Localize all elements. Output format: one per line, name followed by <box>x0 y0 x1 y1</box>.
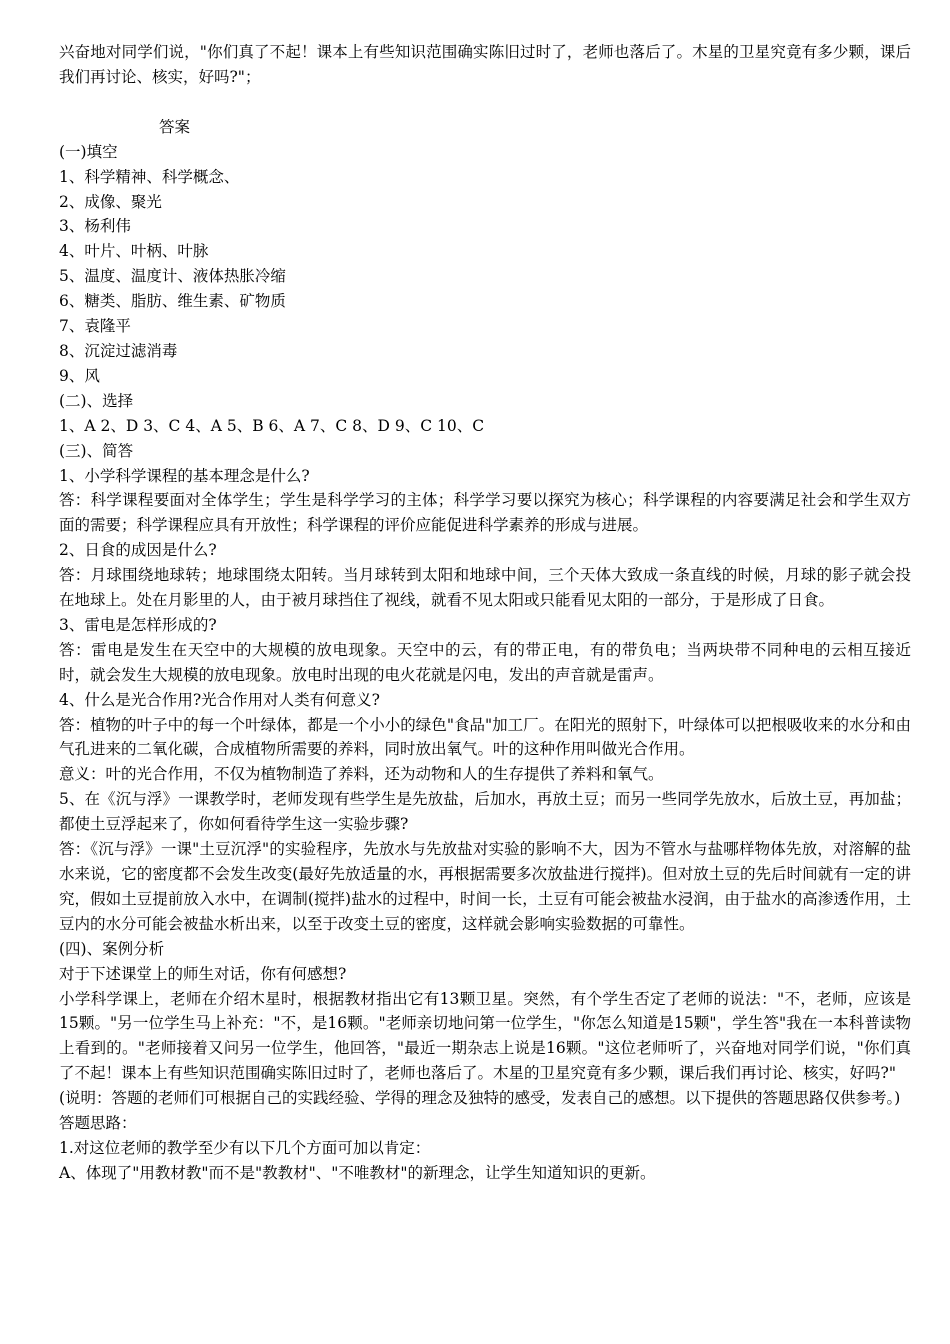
choice-answers: 1、A 2、D 3、C 4、A 5、B 6、A 7、C 8、D 9、C 10、C <box>59 416 485 435</box>
fill-item: 9、风 <box>59 366 100 385</box>
section-choice-heading: (二)、选择 <box>59 391 134 410</box>
answer-5: 答：《沉与浮》一课"土豆沉浮"的实验程序，先放水与先放盐对实验的影响不大，因为不管水与盐哪样物体先放，对溶解的盐水来说，它的密度都不会发生改变(最好先放适量的水，再根据需要多次放盐进行搅拌)。但对放土豆的先后时间就有一定的讲究，假如土豆提前放入水中，在调制(搅拌)盐水的过程中，时间一长，土豆有可能会被盐水浸润，由于盐水的高渗透作用，土豆内的水分可能会被盐水析出来，以至于改变土豆的密度，这样就会影响实验数据的可靠性。 <box>59 840 911 933</box>
idea-point-1: 1.对这位老师的教学至少有以下几个方面可加以肯定： <box>59 1138 431 1157</box>
question-2: 2、日食的成因是什么? <box>59 541 217 560</box>
section-fill-heading: (一)填空 <box>59 142 118 161</box>
question-4: 4、什么是光合作用?光合作用对人类有何意义? <box>59 690 380 709</box>
answer-3: 答：雷电是发生在天空中的大规模的放电现象。天空中的云，有的带正电，有的带负电；当两块带不同种电的云相互接近时，就会发生大规模的放电现象。放电时出现的电火花就是闪电，发出的声音就是雷声。 <box>59 640 911 684</box>
section-case-heading: (四)、案例分析 <box>59 939 165 958</box>
question-1: 1、小学科学课程的基本理念是什么? <box>59 466 310 485</box>
answer-4: 答：植物的叶子中的每一个叶绿体，都是一个小小的绿色"食品"加工厂。在阳光的照射下，叶绿体可以把根吸收来的水分和由气孔进来的二氧化碳，合成植物所需要的养料，同时放出氧气。叶的这种作用叫做光合作用。 <box>59 715 911 759</box>
idea-heading: 答题思路： <box>59 1114 137 1133</box>
document-page <box>59 40 911 1186</box>
answer-1: 答：科学课程要面对全体学生；学生是科学学习的主体；科学学习要以探究为核心；科学课程的内容要满足社会和学生双方面的需要；科学课程应具有开放性；科学课程的评价应能促进科学素养的形成与进展。 <box>59 491 911 535</box>
fill-item: 2、成像、聚光 <box>59 192 162 211</box>
fill-item: 6、糖类、脂肪、维生素、矿物质 <box>59 292 286 311</box>
fill-item: 8、沉淀过滤消毒 <box>59 341 178 360</box>
case-story: 小学科学课上，老师在介绍木星时，根据教材指出它有13颗卫星。突然，有个学生否定了老师的说法："不，老师，应该是15颗。"另一位学生马上补充："不，是16颗。"老师亲切地问第一位学生，"你怎么知道是15颗"，学生答"我在一本科普读物上看到的。"老师接着又问另一位学生，他回答，"最近一期杂志上说是16颗。"这位老师听了，兴奋地对同学们说，"你们真了不起！课本上有些知识范围确实陈旧过时了，老师也落后了。木星的卫星究竟有多少颗，课后我们再讨论、核实，好吗?" <box>59 989 911 1083</box>
section-short-heading: (三)、简答 <box>59 441 134 460</box>
question-3: 3、雷电是怎样形成的? <box>59 615 217 634</box>
case-note: (说明：答题的老师们可根据自己的实践经验、学得的理念及独特的感受，发表自己的感想。以下提供的答题思路仅供参考。) <box>59 1089 901 1108</box>
fill-item: 5、温度、温度计、液体热胀冷缩 <box>59 267 286 286</box>
idea-point-a: A、体现了"用教材教"而不是"教教材"、"不唯教材"的新理念，让学生知道知识的更新。 <box>59 1163 656 1182</box>
answer-heading: 答案 <box>159 117 191 136</box>
answer-2: 答：月球围绕地球转；地球围绕太阳转。当月球转到太阳和地球中间，三个天体大致成一条直线的时候，月球的影子就会投在地球上。处在月影里的人，由于被月球挡住了视线，就看不见太阳或只能看见太阳的一部分，于是形成了日食。 <box>59 566 911 610</box>
fill-item: 7、袁隆平 <box>59 317 131 336</box>
spacer <box>59 90 911 115</box>
fill-item: 1、科学精神、科学概念、 <box>59 167 240 186</box>
fill-item: 4、叶片、叶柄、叶脉 <box>59 242 209 261</box>
fill-item: 3、杨利伟 <box>59 217 131 236</box>
question-5: 5、在《沉与浮》一课教学时，老师发现有些学生是先放盐，后加水，再放土豆；而另一些同学先放水，后放土豆，再加盐；都使土豆浮起来了，你如何看待学生这一实验步骤? <box>59 790 911 834</box>
answer-4-significance: 意义：叶的光合作用，不仅为植物制造了养料，还为动物和人的生存提供了养料和氧气。 <box>59 765 664 784</box>
case-prompt: 对于下述课堂上的师生对话，你有何感想? <box>59 964 347 983</box>
intro-paragraph: 兴奋地对同学们说，"你们真了不起！课本上有些知识范围确实陈旧过时了，老师也落后了。木星的卫星究竟有多少颗，课后我们再讨论、核实，好吗?"； <box>59 43 911 86</box>
